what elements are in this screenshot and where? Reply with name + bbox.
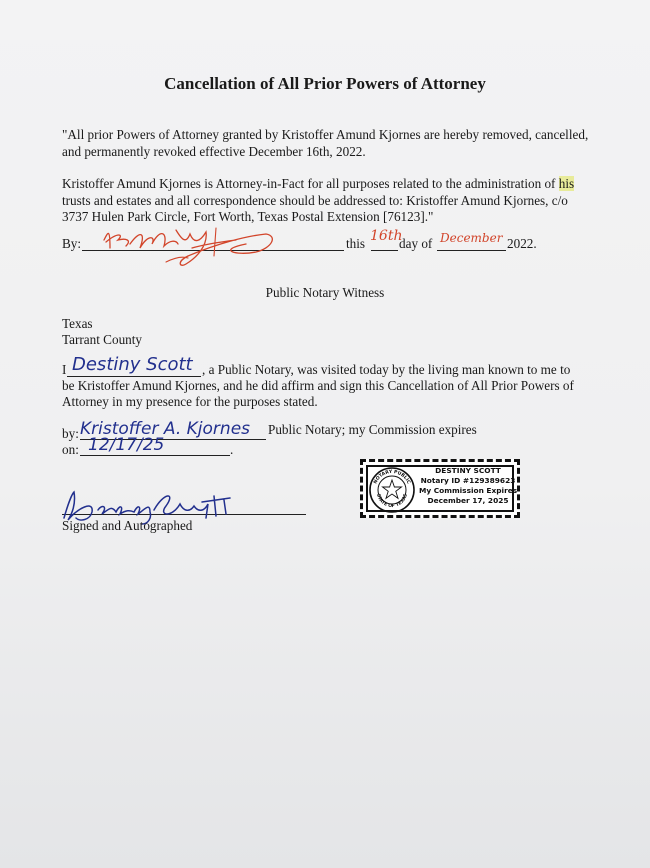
notary-paragraph-text: be Kristoffer Amund Kjornes, and he did affirm and sign this Cancellation of All Prior Powers of <box>62 378 574 393</box>
on-label: on: <box>62 442 79 457</box>
stamp-notary-id: Notary ID #129389623 <box>420 476 516 485</box>
paragraph-text: Kristoffer Amund Kjornes is Attorney-in-Fact for all purposes related to the administration of <box>62 176 559 191</box>
svg-text:STATE OF TEXAS <box>375 493 409 509</box>
seal-top-text: NOTARY PUBLIC <box>373 469 411 485</box>
witness-heading: Public Notary Witness <box>265 285 385 300</box>
by-label-notary: by: <box>62 426 79 441</box>
notary-stamp <box>360 459 520 518</box>
handwritten-month: December <box>440 231 503 245</box>
stamp-name: DESTINY SCOTT <box>435 466 501 475</box>
by-handwritten-name: Kristoffer A. Kjornes <box>80 419 251 439</box>
kjornes-signature <box>96 218 286 280</box>
state-text: Texas <box>62 316 93 331</box>
notary-paragraph-text: Attorney in my presence for the purposes stated. <box>62 394 318 409</box>
handwritten-day: 16th <box>370 228 403 244</box>
on-period: . <box>230 442 234 457</box>
revocation-paragraph: "All prior Powers of Attorney granted by Kristoffer Amund Kjornes are hereby removed, cancelled, and permanently revoked effective December 16th, 2022. <box>62 127 589 159</box>
signed-label: Signed and Autographed <box>62 518 193 533</box>
commission-text: Public Notary; my Commission expires <box>268 422 477 437</box>
svg-text:NOTARY PUBLIC <box>372 469 411 486</box>
stamp-expiry: December 17, 2025 <box>427 496 509 505</box>
notary-prefix: I <box>62 362 67 377</box>
stamp-commission: My Commission Expires <box>419 486 518 495</box>
seal-bottom-text: STATE OF TEXAS <box>375 493 409 510</box>
county-text: Tarrant County <box>62 332 143 347</box>
notary-paragraph-text: , a Public Notary, was visited today by the living man known to me to <box>202 362 571 377</box>
notary-seal-icon <box>368 466 416 514</box>
notary-name-handwritten: Destiny Scott <box>72 354 193 375</box>
paragraph-text: trusts and estates and all correspondence should be addressed to: Kristoffer Amund Kjornes, c/o 3737 Hulen Park Circle, Fort Worth, Texas Postal Extension [76123]." <box>62 192 568 224</box>
highlighted-word: his <box>558 176 575 191</box>
by-label: By: <box>62 236 82 251</box>
day-of-label: day of <box>399 236 433 251</box>
year-text: 2022. <box>507 236 537 251</box>
document-title: Cancellation of All Prior Powers of Attorney <box>164 74 486 93</box>
on-handwritten-date: 12/17/25 <box>88 435 165 455</box>
this-label: this <box>346 236 366 251</box>
